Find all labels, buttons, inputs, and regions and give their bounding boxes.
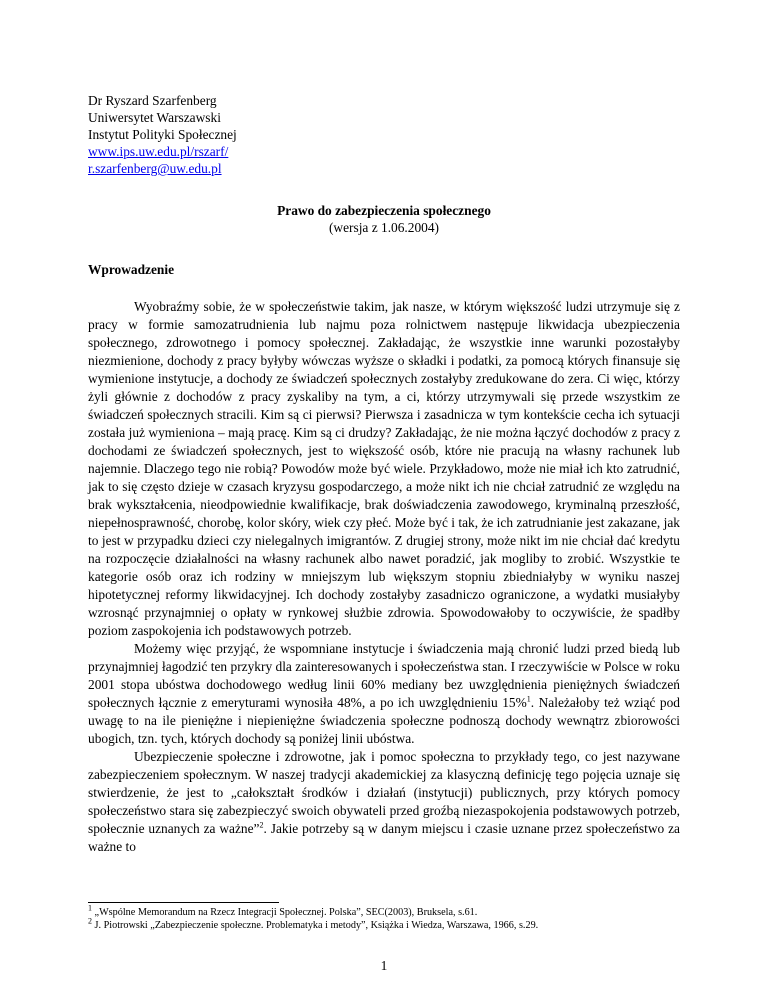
footnote-ref-2[interactable]: 2: [259, 820, 264, 830]
footnote-mark-2: 2: [88, 916, 92, 926]
paragraph-2-text-a: Możemy więc przyjąć, że wspomniane instytucje i świadczenia mają chronić ludzi przed biedą lub przynajmniej łagodzić ten przykry dla zainteresowanych i społeczeństwa stan. I rzeczywiście w Polsce w roku 2001 stopa ubóstwa dochodowego według linii 60% mediany bez uwzględnienia pieniężnych świadczeń społecznych łącznie z emeryturami wynosiła 48%, a po ich uwzględnieniu 15%: [88, 641, 680, 710]
footnotes: [88, 903, 688, 932]
author-email-link[interactable]: r.szarfenberg@uw.edu.pl: [88, 161, 222, 176]
paragraph-3-text-b: . Jakie potrzeby są w danym miejscu i czasie uznane przez społeczeństwo za ważne to: [88, 821, 681, 854]
title-block: [88, 202, 680, 236]
footnote-separator: [88, 902, 279, 903]
paragraph-3: [88, 748, 680, 856]
paragraph-1: Wyobraźmy sobie, że w społeczeństwie takim, jak nasze, w którym większość ludzi utrzymuje się z pracy w formie samozatrudnienia lub najmu poza rolnictwem następuje likwidacja ubezpieczenia społecznego, zdrowotnego i pomocy społecznej. Zakładając, że wszystkie inne warunki pozostałyby niezmienione, dochody z pracy byłyby wówczas wyższe o składki i podatki, za pomocą których finansuje się wymienione instytucje, a dochody ze świadczeń społecznych zostałyby zredukowane do zera. Ci więc, którzy żyli głównie z dochodów z pracy zyskaliby na tym, a ci, którzy utrzymywali się przede wszystkim ze świadczeń społecznych stracili. Kim są ci pierwsi? Pierwsza i zasadnicza w tym kontekście cecha ich sytuacji została już wymieniona – mają pracę. Kim są ci drudzy? Zakładając, że nie można łączyć dochodów z pracy z dochodami ze świadczeń społecznych, jest to większość osób, które nie pracują na własny rachunek lub najemnie. Dlaczego tego nie robią? Powodów może być wiele. Przykładowo, może nie miał ich kto zatrudnić, jak to się często dzieje w czasach kryzysu gospodarczego, a może nikt ich nie chciał zatrudnić ze względu na brak wykształcenia, nieodpowiednie kwalifikacje, brak doświadczenia zawodowego, kryminalną przeszłość, niepełnosprawność, chorobę, kolor skóry, wiek czy płeć. Może być i tak, że ich zatrudnianie jest zakazane, jak to jest w przypadku dzieci czy nielegalnych imigrantów. Z drugiej strony, może nikt im nie chciał dać kredytu na rozpoczęcie działalności na własny rachunek albo nawet poradzić, jak mogliby to zrobić. Wszystkie te kategorie osób oraz ich rodziny w mniejszym lub większym stopniu zbiedniałyby w wyniku naszej hipotetycznej reformy likwidacyjnej. Ich dochody zostałyby zasadniczo ograniczone, a wydatki musiałyby wzrosnąć przynajmniej o opłaty w rynkowej służbie zdrowia. Spowodowałoby to oczywiście, że spadłby poziom zaspokojenia ich podstawowych potrzeb.: [88, 299, 680, 638]
paragraph-2-text-b: . Należałoby też wziąć pod uwagę to na ile pieniężne i niepieniężne świadczenia społeczne podnoszą dochody wewnątrz zbiorowości ubogich, tzn. tych, których dochody są poniżej linii ubóstwa.: [88, 695, 680, 746]
footnote-text-2: J. Piotrowski „Zabezpieczenie społeczne. Problematyka i metody”, Książka i Wiedza, Warszawa, 1966, s.29.: [92, 920, 539, 931]
document-title: Prawo do zabezpieczenia społecznego: [277, 203, 491, 218]
footnote-1: [88, 903, 688, 919]
author-name: Dr Ryszard Szarfenberg: [88, 93, 217, 108]
author-block: [88, 92, 237, 177]
body-text: [88, 298, 680, 856]
footnote-ref-1[interactable]: 1: [526, 694, 531, 704]
author-website-link[interactable]: www.ips.uw.edu.pl/rszarf/: [88, 144, 229, 159]
author-institute: Instytut Polityki Społecznej: [88, 127, 237, 142]
footnote-mark-1: 1: [88, 903, 92, 913]
page-number: 1: [380, 958, 388, 973]
author-university: Uniwersytet Warszawski: [88, 110, 221, 125]
paragraph-2: [88, 640, 680, 748]
footnote-2: [88, 916, 688, 932]
document-version: (wersja z 1.06.2004): [328, 220, 440, 235]
section-heading: Wprowadzenie: [88, 262, 175, 277]
paragraph-3-text-a: Ubezpieczenie społeczne i zdrowotne, jak i pomoc społeczna to przykłady tego, co jest nazywane zabezpieczeniem społecznym. W naszej tradycji akademickiej za klasyczną definicję tego pojęcia uznaje się stwierdzenie, że jest to „całokształt środków i działań (instytucji) publicznych, przy których pomocy społeczeństwo stara się zabezpieczyć swoich obywateli przed groźbą niezaspokojenia podstawowych potrzeb, społecznie uznanych za ważne”: [88, 749, 680, 836]
footnote-text-1: „Wspólne Memorandum na Rzecz Integracji Społecznej. Polska”, SEC(2003), Bruksela, s.61.: [92, 907, 478, 918]
